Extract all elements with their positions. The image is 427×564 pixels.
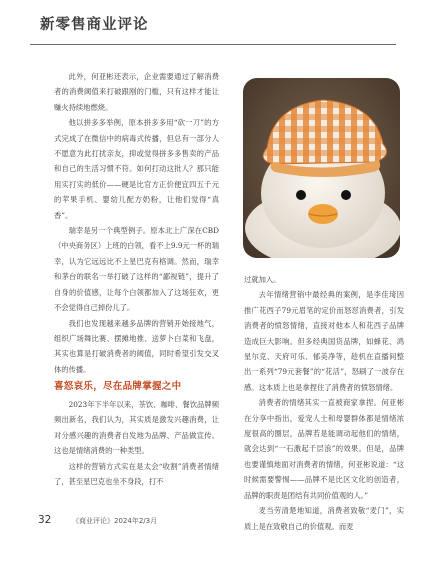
page-footer	[0, 514, 427, 544]
body-paragraph: 瑞幸是另一个典型例子。原本北上广深在CBD（中央商务区）上班的白领，看不上9.9元一杯的瑞幸，认为它远远比不上星巴克有格调。然而，瑞幸和茅台的联名一举打破了这样的“鄙视链”，提升了自身的价值感，让每个白领都加入了这场狂欢，更不会觉得自己掉份儿了。	[54, 226, 219, 313]
body-paragraph: 去年情绪营销中最经典的案例，是李佳琦因推广花西子79元眉笔的定价而怒怼消费者，引发消费者的愤怒情绪，直接对他本人和花西子品牌造成巨大影响。但多经典国货品牌，如蜂花、鸿星尔克、天府可乐、郁美净等，趁机在直播间整出一系列“79元套餐”的“花活”，怒刷了一波存在感。这本质上也是拿捏住了消费者的愤怒情绪。	[244, 290, 404, 392]
masthead-title: 新零售商业评论	[40, 17, 149, 33]
body-paragraph: 过就加入。	[244, 275, 281, 284]
right-eye	[341, 190, 351, 200]
page-number: 32	[38, 514, 52, 526]
body-paragraph: 我们也发现越来越多品牌的营销开始接地气，组织广场舞比赛、摆摊地推、送萝卜白菜和飞盘，其实也算是打破消费者的阈值，同时希望引发交叉体的传播。	[54, 318, 219, 374]
page-header	[0, 0, 427, 50]
body-paragraph: 麦当劳清楚地知道，消费者致敬“麦门”，实质上是在致敬自己的价值观。而麦	[244, 506, 404, 531]
beak	[308, 204, 338, 224]
body-paragraph: 这样的营销方式实在是太会“收割”消费者情绪了，甚至星巴克也坐不身段，打不	[54, 461, 219, 487]
right-column	[244, 272, 404, 534]
left-column-bottom	[54, 397, 219, 489]
body-paragraph: 2023年下半年以来，茶饮、咖啡、餐饮品牌频频出新名，我们认为，其实质是激发兴趣消费，让对分感兴趣的消费者自发地为品牌、产品做宣传。这也是情绪消费的一种类型。	[54, 400, 219, 456]
left-column-top	[54, 69, 219, 377]
plush-toy-illustration	[243, 78, 400, 258]
section-heading: 喜怒哀乐，尽在品牌掌握之中	[54, 381, 182, 392]
journal-issue: 《商业评论》2024年2/3月	[72, 517, 158, 525]
plush-toy-photo	[243, 78, 400, 258]
body-paragraph: 此外，何亚彬还表示，企业需要通过了解消费者的消费阈值来打破跟刚的门槛，只有这样才能让赚火持续地燃烧。	[54, 72, 219, 112]
body-paragraph: 他以拼多多举例，原本拼多多用“砍一刀”的方式完成了在微信中的病毒式传播，但总有一部分人不愿意为此打扰亲友，抑或觉得拼多多售卖的产品和自己的生活习惯不符。如何打动这批人？那只能用实打实的低价——硬是比官方正价便宜四五千元的苹果手机、婴幼儿配方奶粉，让他们觉得“真香”。	[54, 118, 219, 220]
body-paragraph: 消费者的情绪其实一直被商家拿捏。何亚彬在分享中指出，爱宠人士和母婴群体都是情绪浓度很高的圈层，品牌若是能调动起他们的情绪，就会达到“一石激起千层浪”的效果。但是，品牌也要谨慎地面对消费者的情绪，何亚彬说道：“这时候需要警惕——品牌不是比区文化的创造者，品牌的职责是团结有共同价值观的人。”	[244, 398, 404, 500]
header-divider	[30, 44, 396, 45]
left-eye	[296, 190, 306, 200]
